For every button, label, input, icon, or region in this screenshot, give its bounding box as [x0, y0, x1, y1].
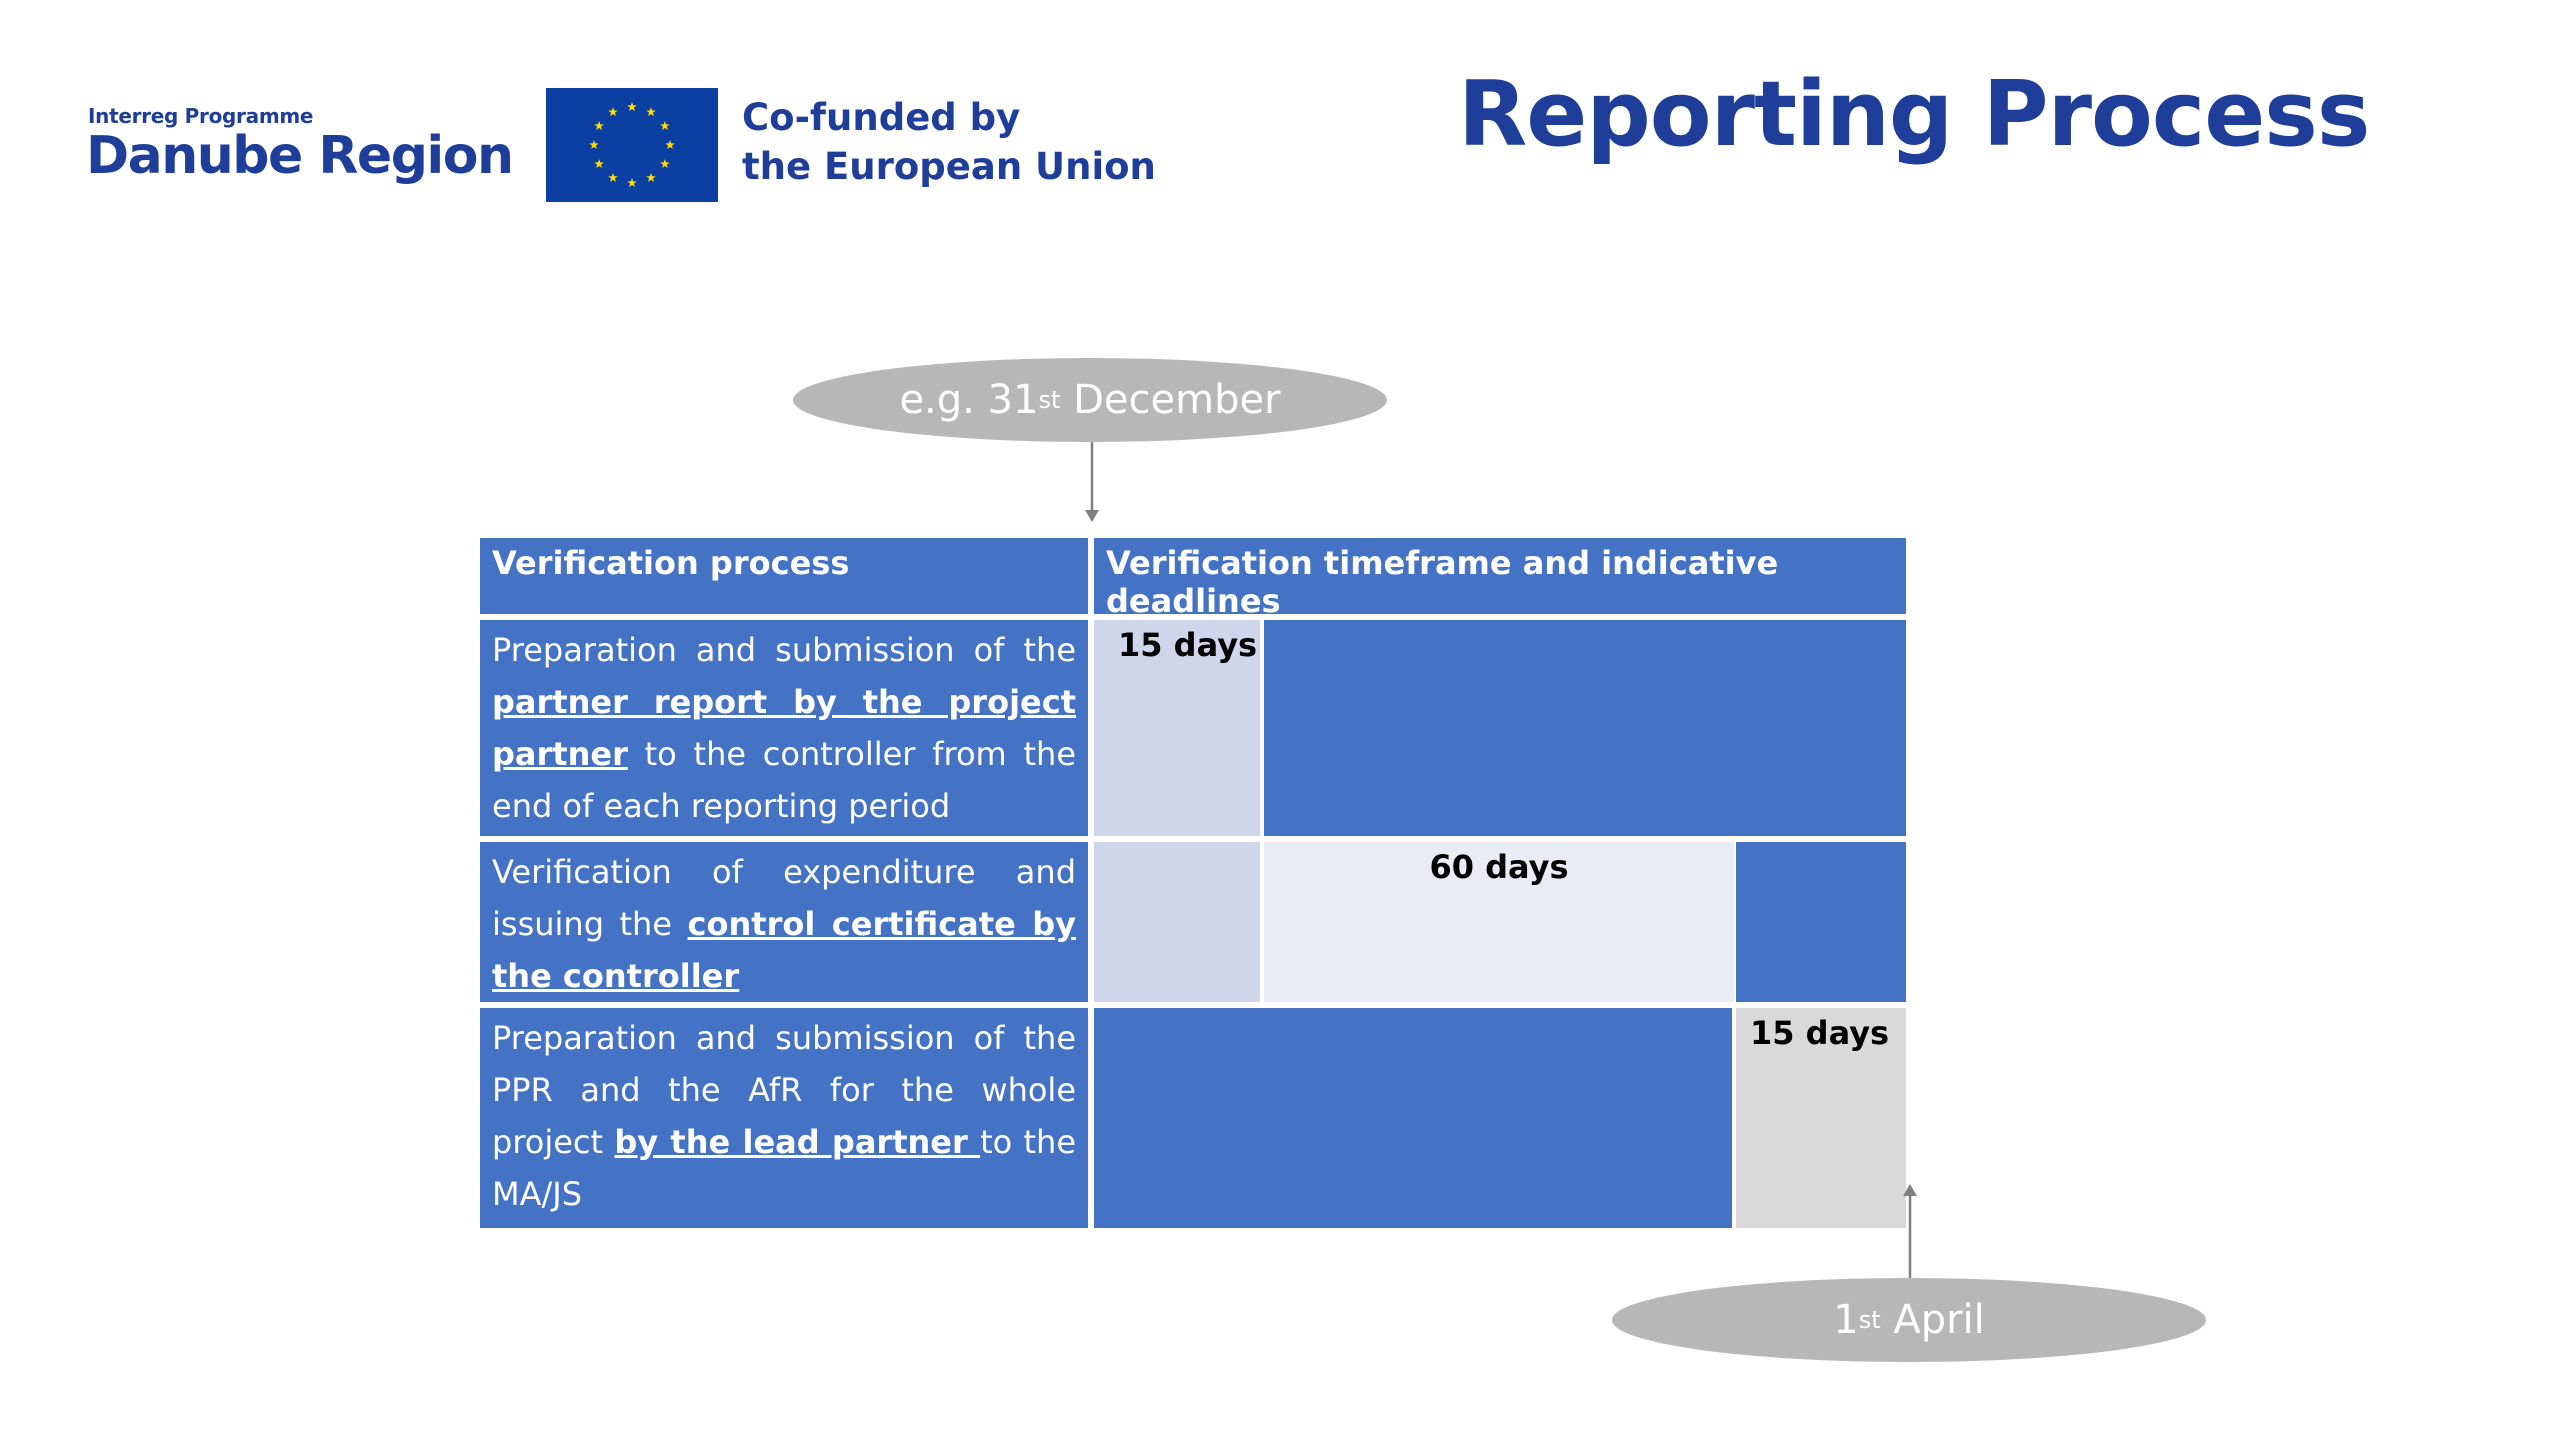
- start-arrow-connector: [1080, 442, 1104, 524]
- row-2-text-emphasis: control certificate by the controller: [492, 905, 1077, 995]
- row-1-text-emphasis: partner report by the project partner: [492, 683, 1076, 773]
- table-row-2-duration: 60 days: [1264, 842, 1734, 1002]
- start-date-callout: [793, 358, 1387, 442]
- end-date-month: April: [1880, 1297, 1985, 1343]
- eu-star-icon: [608, 107, 618, 116]
- table-row-2-description: [480, 842, 1088, 1002]
- danube-region-logo-text: Danube Region: [86, 126, 513, 186]
- table-row-2-lead-gap: [1094, 842, 1260, 1002]
- row-1-text-pre: Preparation and submission of the: [492, 631, 1076, 669]
- column-header-process: Verification process: [480, 538, 1088, 614]
- eu-star-icon: [594, 121, 604, 130]
- column-header-timeframe: Verification timeframe and indicative deadlines: [1094, 538, 1906, 614]
- table-row-3-filler: [1094, 1008, 1732, 1228]
- table-row-1-description: [480, 620, 1088, 836]
- interreg-programme-label: Interreg Programme: [88, 104, 314, 128]
- eu-star-icon: [608, 173, 618, 182]
- table-row-3-description: [480, 1008, 1088, 1228]
- eu-star-icon: [665, 140, 675, 149]
- start-date-month: December: [1060, 377, 1281, 423]
- table-row-1-duration: 15 days: [1094, 620, 1260, 836]
- row-3-text-emphasis: by the lead partner: [614, 1123, 981, 1161]
- table-row-2-filler: [1736, 842, 1906, 1002]
- eu-star-icon: [589, 140, 599, 149]
- table-row-3-duration: 15 days: [1736, 1008, 1906, 1228]
- end-date-number: 1: [1833, 1297, 1859, 1343]
- eu-star-icon: [627, 102, 637, 111]
- row-3-text-pre: Preparation and submission of the PPR and the AfR for the whole project: [492, 1019, 1076, 1161]
- verification-table: [480, 538, 1906, 1228]
- table-row-1-filler: [1264, 620, 1906, 836]
- end-arrow-connector: [1898, 1182, 1922, 1280]
- end-date-callout: [1612, 1278, 2206, 1362]
- start-date-number: e.g. 31: [899, 377, 1039, 423]
- cofunded-line-2: the European Union: [742, 145, 1156, 188]
- eu-star-icon: [594, 159, 604, 168]
- eu-flag-icon: [546, 88, 718, 202]
- row-3-text-post: to the MA/JS: [492, 1123, 1077, 1213]
- page-title: Reporting Process: [1458, 62, 2370, 167]
- row-1-text-post: to the controller from the end of each reporting period: [492, 735, 1076, 825]
- eu-star-icon: [627, 178, 637, 187]
- eu-star-icon: [660, 159, 670, 168]
- row-2-text-pre: Verification of expenditure and issuing the: [492, 853, 1076, 943]
- eu-star-icon: [646, 173, 656, 182]
- end-date-ordinal: st: [1858, 1306, 1881, 1334]
- eu-star-icon: [660, 121, 670, 130]
- cofunded-line-1: Co-funded by: [742, 96, 1021, 139]
- eu-star-icon: [646, 107, 656, 116]
- start-date-ordinal: st: [1038, 386, 1061, 414]
